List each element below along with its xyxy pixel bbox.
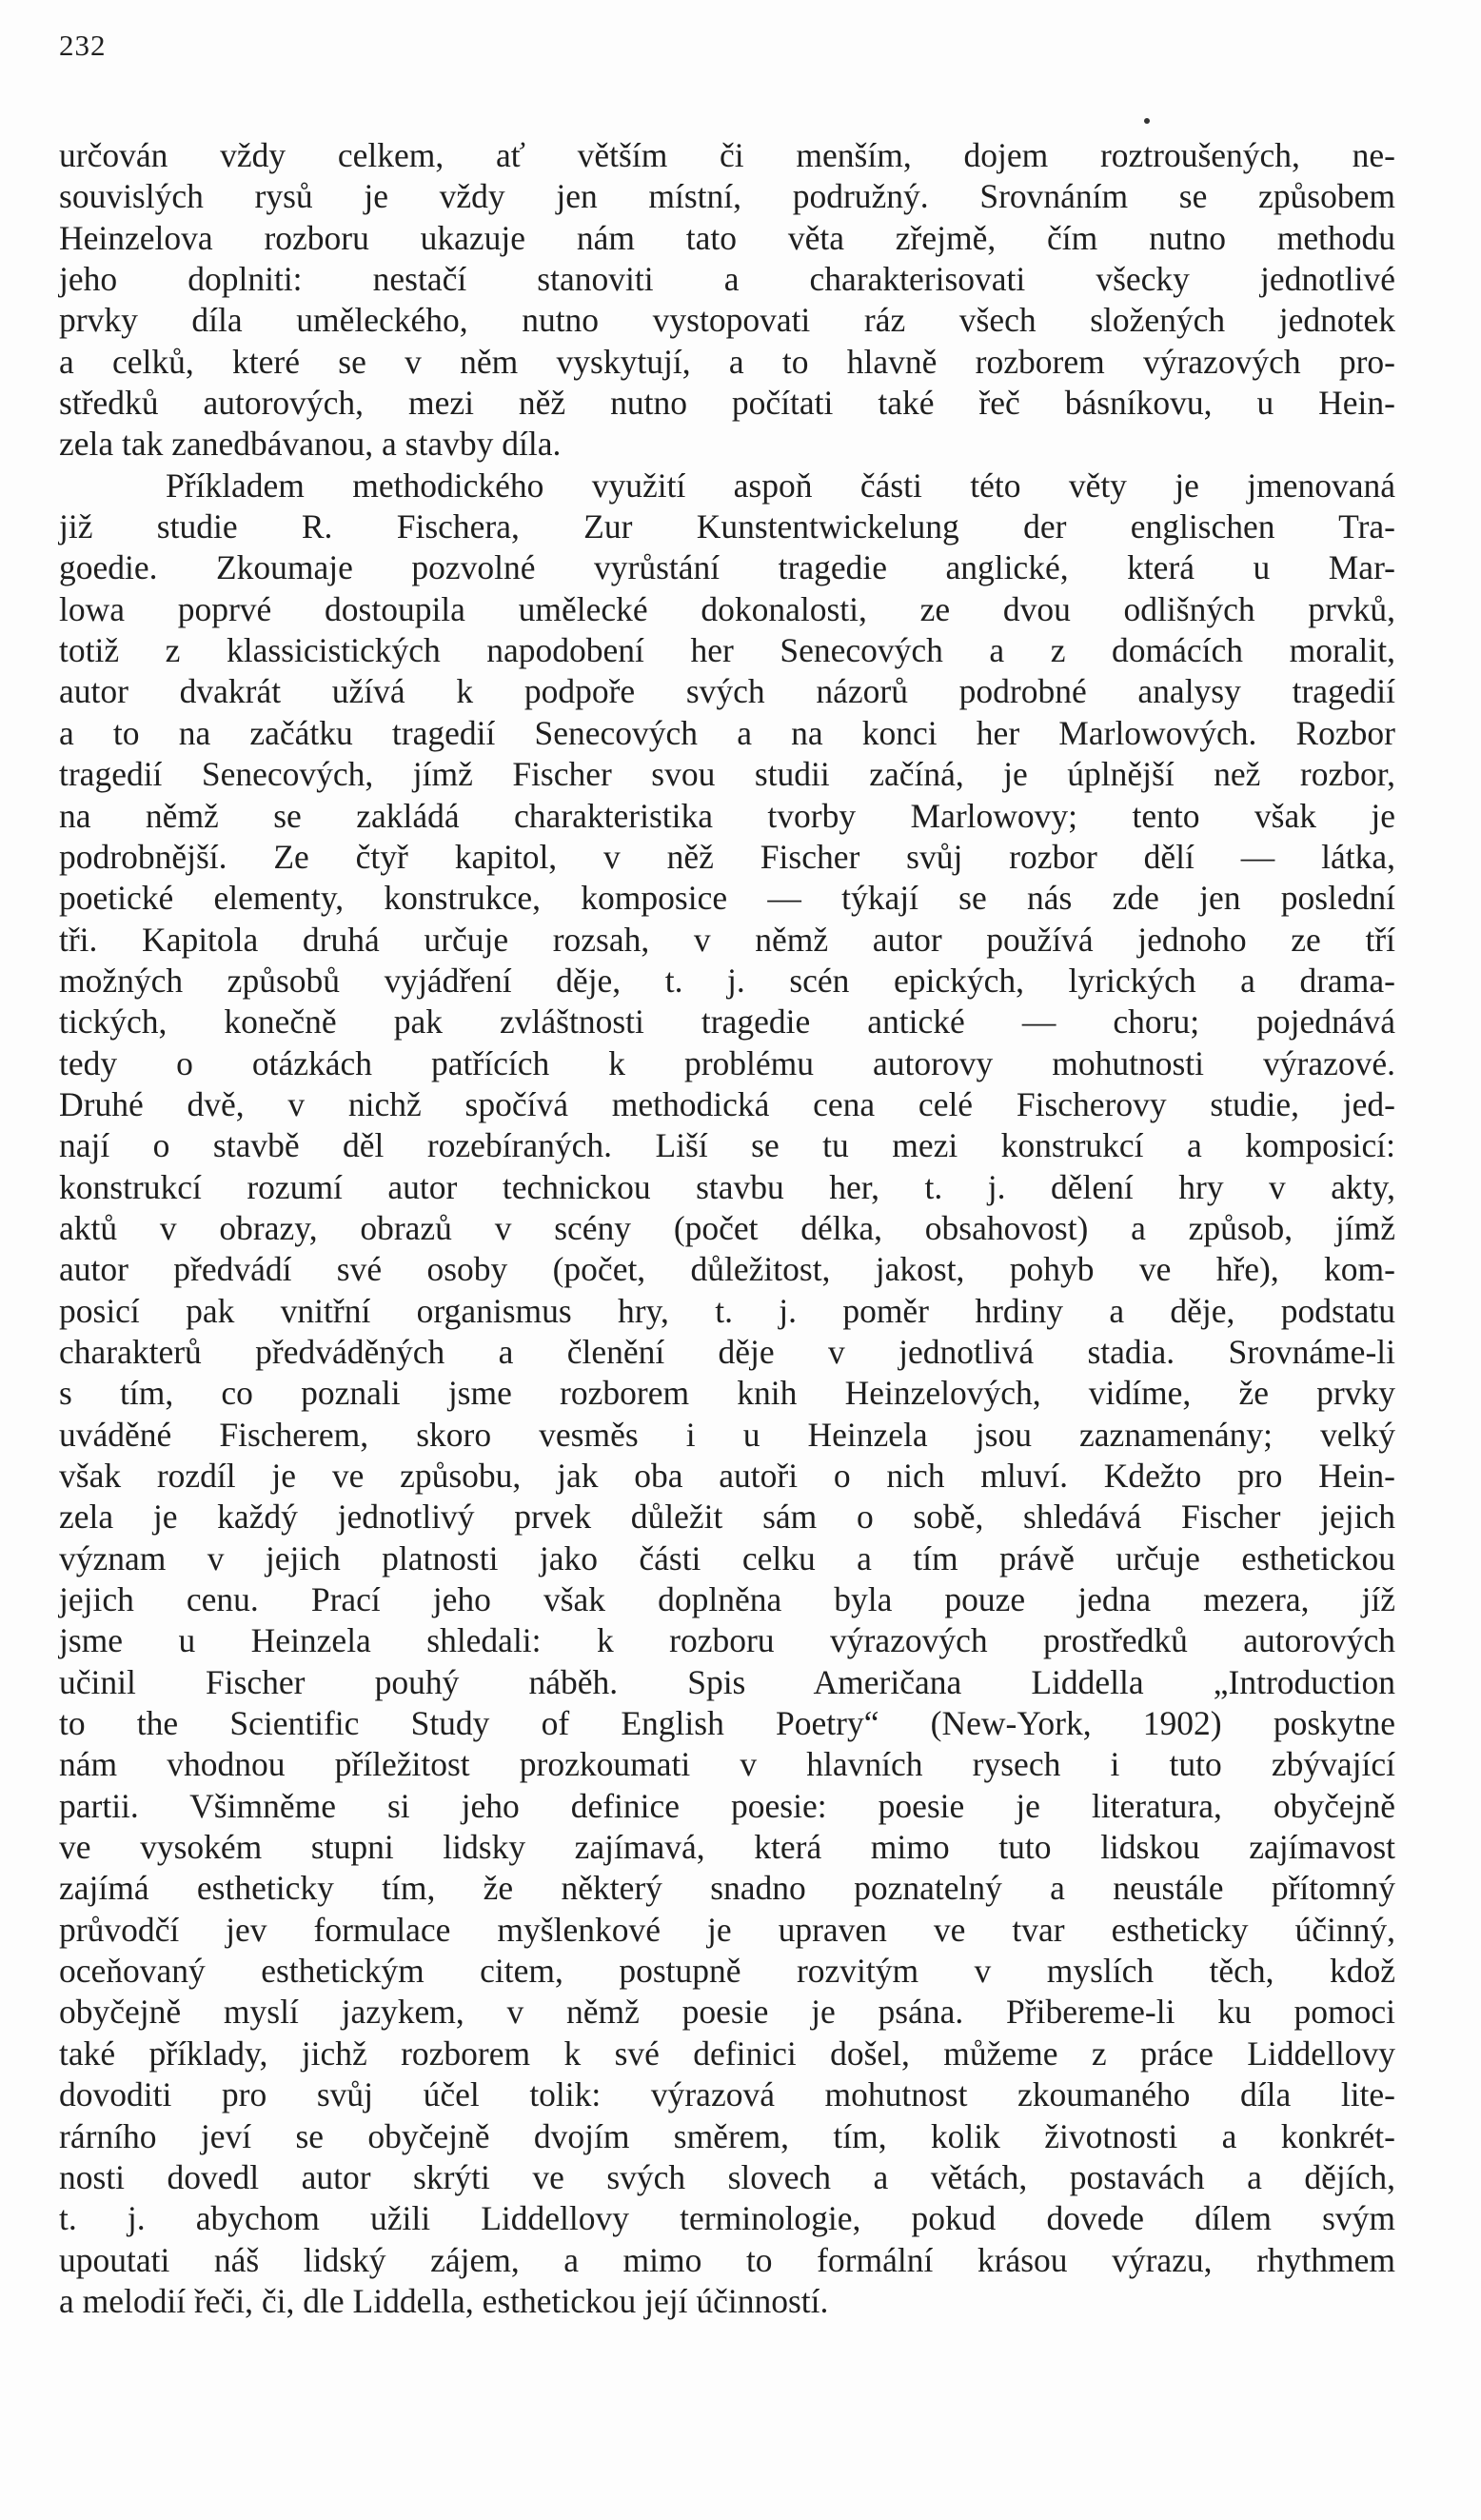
text-line: upoutati náš lidský zájem, a mimo to formální krásou výrazu, rhythmem bbox=[59, 2240, 1395, 2279]
text-line: tragedií Senecových, jímž Fischer svou studii začíná, je úplnější než rozbor, bbox=[59, 755, 1395, 794]
text-line: t. j. abychom užili Liddellovy terminologie, pokud dovede dílem svým bbox=[59, 2199, 1395, 2238]
text-line: tři. Kapitola druhá určuje rozsah, v němž autor používá jednoho ze tří bbox=[59, 920, 1395, 959]
text-line: aktů v obrazy, obrazů v scény (počet délka, obsahovost) a způsob, jímž bbox=[59, 1208, 1395, 1247]
text-line: a celků, které se v něm vyskytují, a to hlavně rozborem výrazových pro- bbox=[59, 342, 1395, 381]
text-line: jsme u Heinzela shledali: k rozboru výrazových prostředků autorových bbox=[59, 1621, 1395, 1660]
text-line: ve vysokém stupni lidsky zajímavá, která mimo tuto lidskou zajímavost bbox=[59, 1828, 1395, 1867]
text-line: Příkladem methodického využití aspoň části této věty je jmenovaná bbox=[166, 466, 1395, 505]
text-line: již studie R. Fischera, Zur Kunstentwickelung der englischen Tra- bbox=[59, 507, 1395, 546]
text-line: tických, konečně pak zvláštnosti tragedie antické — choru; pojednává bbox=[59, 1002, 1395, 1042]
body-text bbox=[59, 135, 1395, 2322]
text-line: uváděné Fischerem, skoro vesměs i u Heinzela jsou zaznamenány; velký bbox=[59, 1415, 1395, 1454]
text-line: konstrukcí rozumí autor technickou stavbu her, t. j. dělení hry v akty, bbox=[59, 1167, 1395, 1206]
text-line: goedie. Zkoumaje pozvolné vyrůstání tragedie anglické, která u Mar- bbox=[59, 548, 1395, 587]
text-line: dovoditi pro svůj účel tolik: výrazová mohutnost zkoumaného díla lite- bbox=[59, 2075, 1395, 2114]
text-line: nosti dovedl autor skrýti ve svých slovech a větách, postavách a dějích, bbox=[59, 2157, 1395, 2196]
text-line: poetické elementy, konstrukce, komposice — týkají se nás zde jen poslední bbox=[59, 879, 1395, 918]
text-line: obyčejně myslí jazykem, v němž poesie je psána. Přibereme-li ku pomoci bbox=[59, 1993, 1395, 2032]
text-line: totiž z klassicistických napodobení her Senecových a z domácích moralit, bbox=[59, 631, 1395, 670]
text-line: určován vždy celkem, ať větším či menším, dojem roztroušených, ne- bbox=[59, 136, 1395, 174]
text-line: souvislých rysů je vždy jen místní, podružný. Srovnáním se způsobem bbox=[59, 177, 1395, 216]
text-line: rárního jeví se obyčejně dvojím směrem, tím, kolik životnosti a konkrét- bbox=[59, 2116, 1395, 2155]
paragraph bbox=[59, 466, 1395, 2322]
text-line: s tím, co poznali jsme rozborem knih Heinzelových, vidíme, že prvky bbox=[59, 1374, 1395, 1413]
text-line: a melodií řeči, či, dle Liddella, esthetickou její účinností. bbox=[59, 2281, 829, 2320]
text-line: však rozdíl je ve způsobu, jak oba autoři o nich mluví. Kdežto pro Hein- bbox=[59, 1457, 1395, 1495]
text-line: zela tak zanedbávanou, a stavby díla. bbox=[59, 425, 562, 464]
text-line: autor dvakrát užívá k podpoře svých názorů podrobné analysy tragedií bbox=[59, 672, 1395, 711]
text-line: učinil Fischer pouhý náběh. Spis Američana Liddella „Introduction bbox=[59, 1662, 1395, 1701]
text-line: Heinzelova rozboru ukazuje nám tato věta zřejmě, čím nutno methodu bbox=[59, 218, 1395, 257]
text-line: oceňovaný esthetickým citem, postupně rozvitým v myslích těch, kdož bbox=[59, 1952, 1395, 1991]
text-line: nají o stavbě děl rozebíraných. Liší se tu mezi konstrukcí a komposicí: bbox=[59, 1126, 1395, 1165]
text-line: zela je každý jednotlivý prvek důležit sám o sobě, shledává Fischer jejich bbox=[59, 1498, 1395, 1537]
text-line: středků autorových, mezi něž nutno počítati také řeč básníkovu, u Hein- bbox=[59, 384, 1395, 423]
text-line: to the Scientific Study of English Poetry“ (New-York, 1902) poskytne bbox=[59, 1704, 1395, 1743]
text-line: také příklady, jichž rozborem k své definici došel, můžeme z práce Liddellovy bbox=[59, 2034, 1395, 2073]
text-line: lowa poprvé dostoupila umělecké dokonalosti, ze dvou odlišných prvků, bbox=[59, 589, 1395, 628]
page-number: 232 bbox=[59, 29, 107, 62]
text-line: tedy o otázkách patřících k problému autorovy mohutnosti výrazové. bbox=[59, 1043, 1395, 1082]
text-line: posicí pak vnitřní organismus hry, t. j. poměr hrdiny a děje, podstatu bbox=[59, 1291, 1395, 1330]
text-line: průvodčí jev formulace myšlenkové je upraven ve tvar estheticky účinný, bbox=[59, 1910, 1395, 1949]
text-line: nám vhodnou příležitost prozkoumati v hlavních rysech i tuto zbývající bbox=[59, 1745, 1395, 1784]
text-line: možných způsobů vyjádření děje, t. j. scén epických, lyrických a drama- bbox=[59, 961, 1395, 1000]
text-line: zajímá estheticky tím, že některý snadno poznatelný a neustále přítomný bbox=[59, 1869, 1395, 1908]
text-line: jejich cenu. Prací jeho však doplněna byla pouze jedna mezera, jíž bbox=[59, 1580, 1395, 1619]
text-line: podrobnější. Ze čtyř kapitol, v něž Fischer svůj rozbor dělí — látka, bbox=[59, 837, 1395, 876]
print-speck bbox=[1144, 118, 1150, 124]
text-line: Druhé dvě, v nichž spočívá methodická cena celé Fischerovy studie, jed- bbox=[59, 1084, 1395, 1123]
text-line: partii. Všimněme si jeho definice poesie: poesie je literatura, obyčejně bbox=[59, 1786, 1395, 1825]
text-line: na němž se zakládá charakteristika tvorby Marlowovy; tento však je bbox=[59, 796, 1395, 835]
text-line: význam v jejich platnosti jako části celku a tím právě určuje esthetickou bbox=[59, 1538, 1395, 1577]
paragraph bbox=[59, 135, 1395, 466]
text-line: autor předvádí své osoby (počet, důležitost, jakost, pohyb ve hře), kom- bbox=[59, 1250, 1395, 1289]
text-line: a to na začátku tragedií Senecových a na konci her Marlowových. Rozbor bbox=[59, 713, 1395, 752]
text-line: prvky díla uměleckého, nutno vystopovati ráz všech složených jednotek bbox=[59, 301, 1395, 340]
text-line: jeho doplniti: nestačí stanoviti a charakterisovati všecky jednotlivé bbox=[59, 260, 1395, 299]
text-line: charakterů předváděných a členění děje v jednotlivá stadia. Srovnáme-li bbox=[59, 1332, 1395, 1371]
